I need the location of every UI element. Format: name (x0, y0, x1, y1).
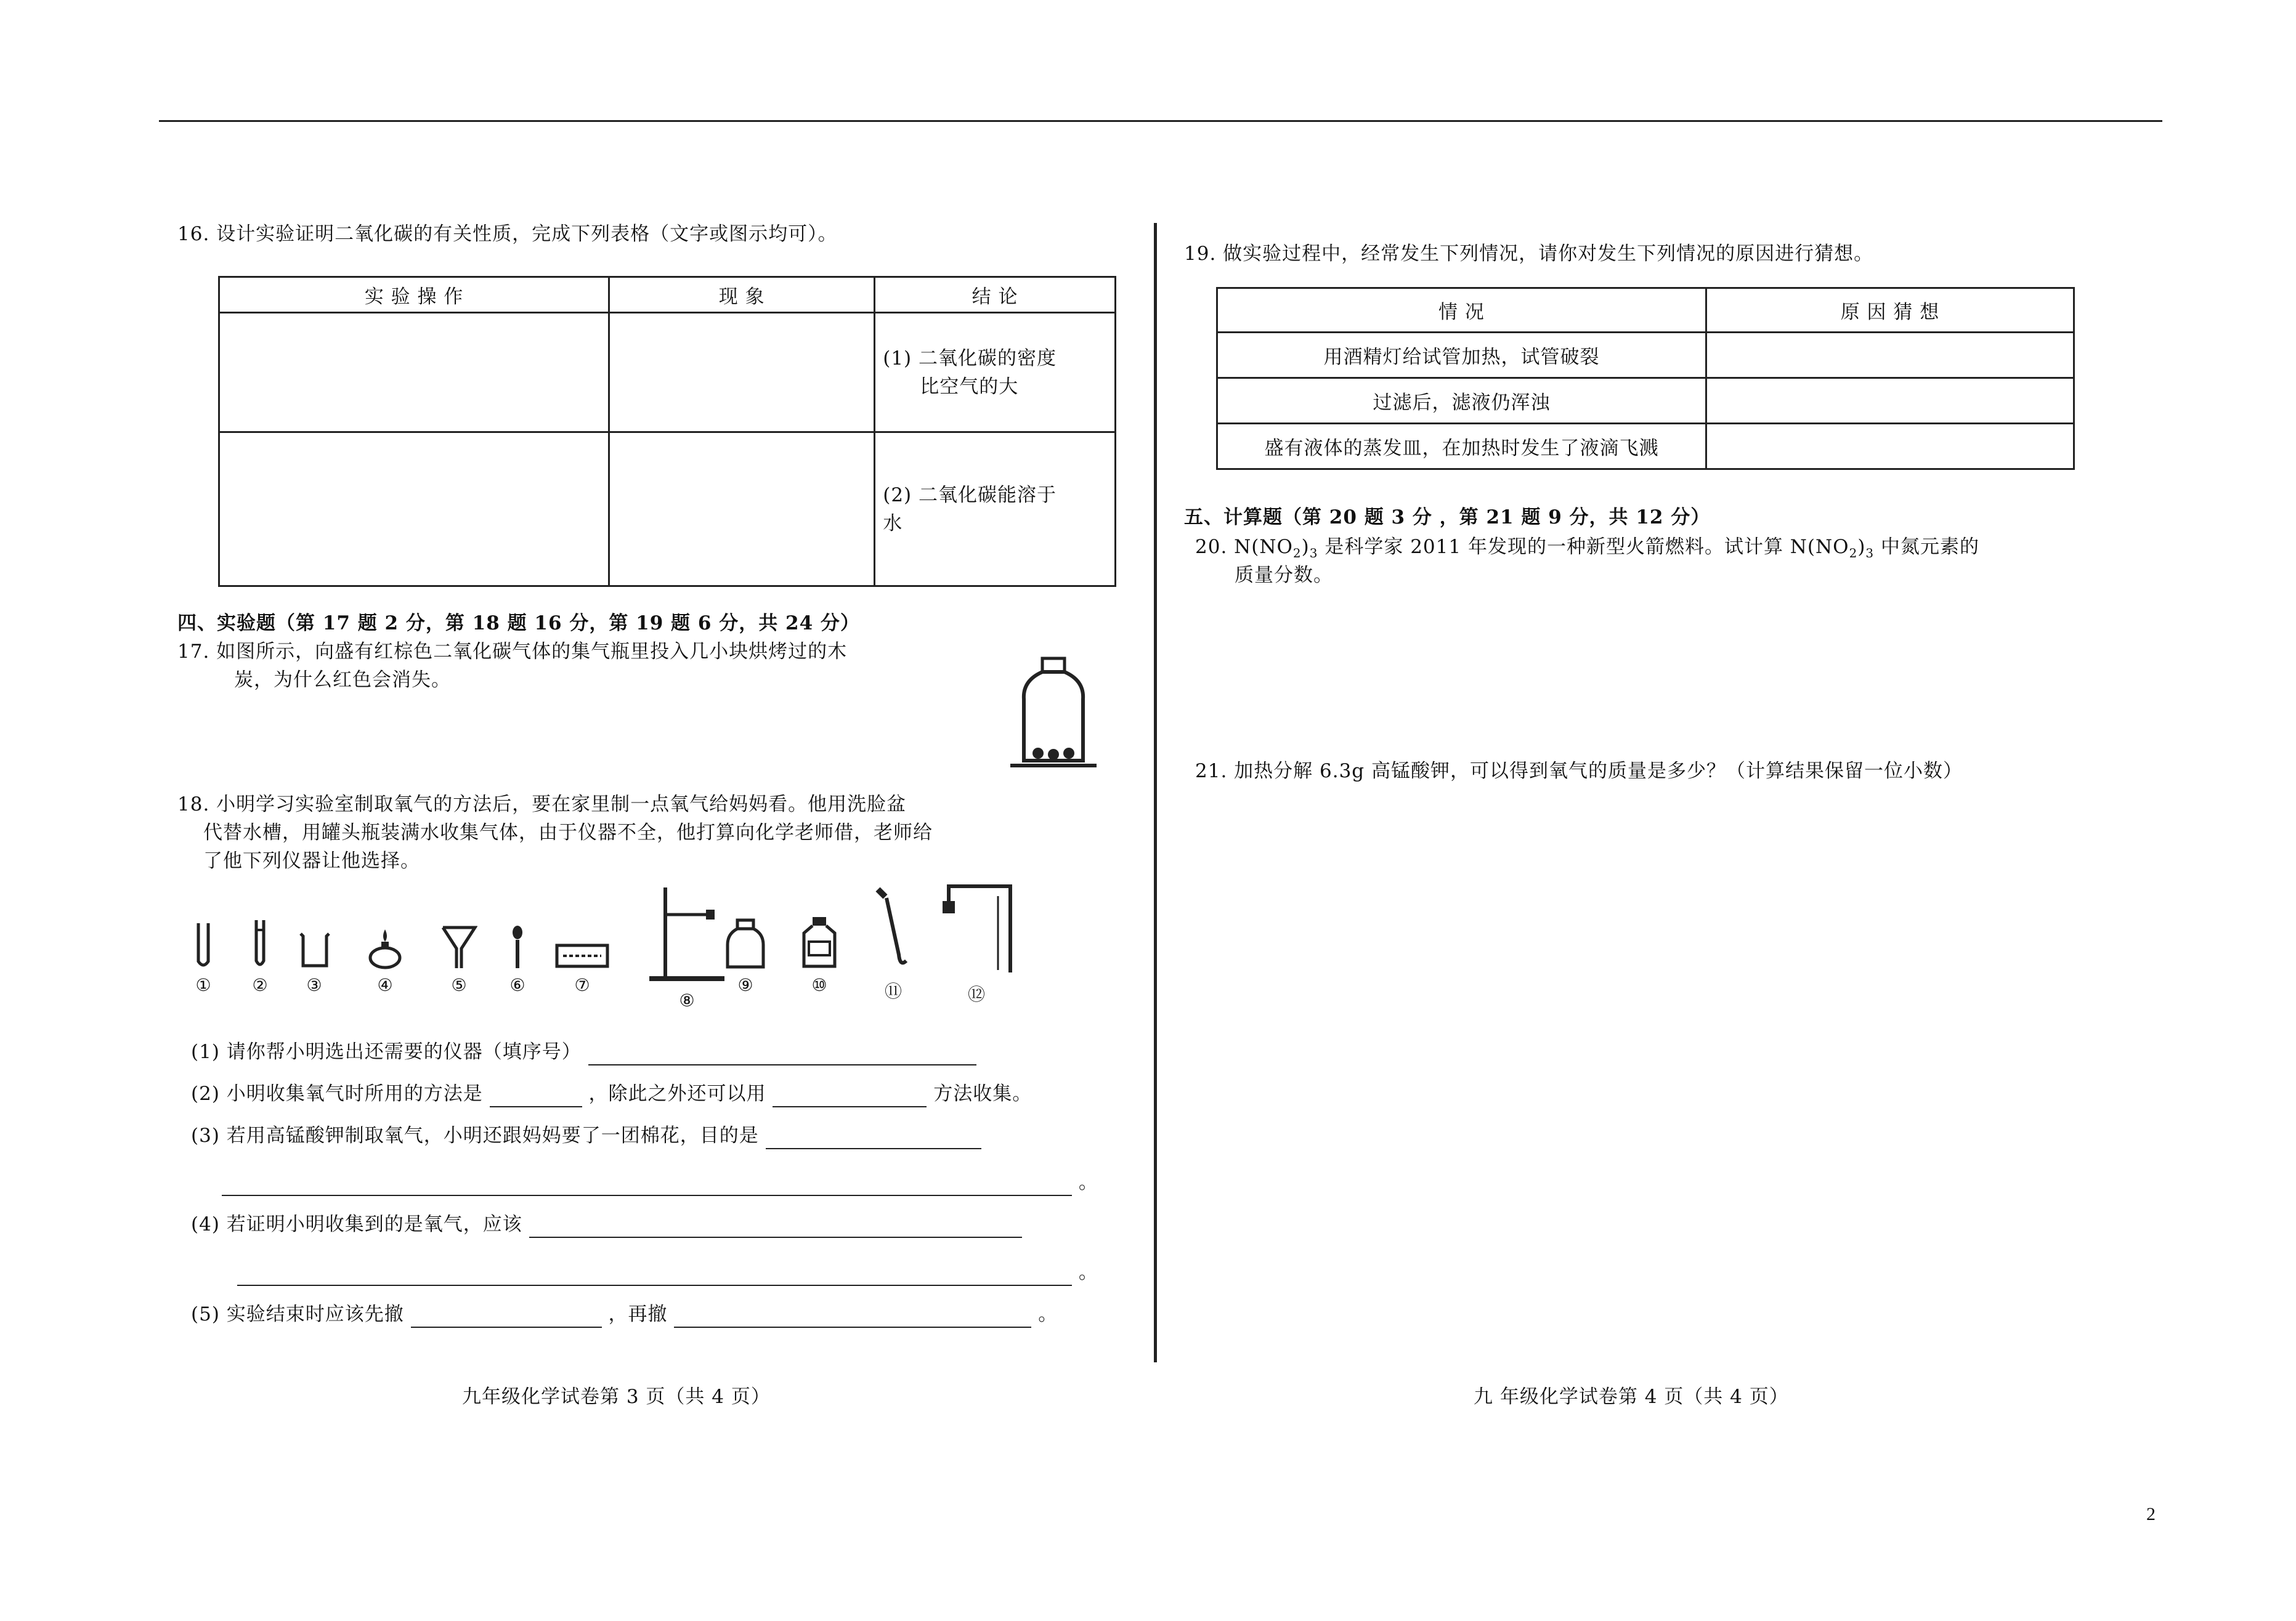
subscript: 2 (1292, 546, 1302, 561)
funnel-icon (440, 924, 477, 970)
q18-line-1: 18. 小明学习实验室制取氧气的方法后，要在家里制一点氧气给妈妈看。他用洗脸盆 (177, 793, 907, 815)
iron-stand-icon (647, 884, 727, 985)
answer-blank[interactable] (490, 1085, 582, 1107)
q16-prompt: 16. 设计实验证明二氧化碳的有关性质，完成下列表格（文字或图示均可）。 (177, 223, 838, 245)
conclusion-line: 水 (883, 512, 903, 535)
instrument-4 (363, 927, 407, 995)
q18-sub-5-text-a: (5) 实验结束时应该先撤 (191, 1303, 404, 1325)
top-rule (159, 120, 2162, 122)
test-tube-icon (191, 921, 216, 970)
instrument-number: ④ (377, 975, 393, 995)
q19-row (1217, 378, 2074, 424)
instrument-number: ③ (306, 975, 322, 995)
q16-row (219, 313, 1116, 432)
instrument-6 (499, 924, 536, 995)
q18-sub-2-text-b: ，除此之外还可以用 (588, 1083, 766, 1105)
q19-situation-cell: 过滤后，滤液仍浑浊 (1217, 378, 1706, 424)
instrument-11 (869, 881, 918, 1003)
q18-sub-5-text-b: ，再撤 (608, 1303, 668, 1325)
q19-cause-cell[interactable] (1706, 333, 2074, 378)
q18-sub-2 (191, 1080, 1032, 1107)
conclusion-line: 比空气的大 (920, 375, 1019, 398)
q21-prompt: 21. 加热分解 6.3g 高锰酸钾，可以得到氧气的质量是多少？（计算结果保留一位小数） (1195, 760, 1963, 782)
q17-line-2: 炭，为什么红色会消失。 (234, 669, 451, 691)
q18-line-2: 代替水槽，用罐头瓶装满水收集气体，由于仪器不全，他打算向化学老师借，老师给 (203, 822, 933, 844)
q20-text-b: 是科学家 2011 年发现的一种新型火箭燃料。试计算 N(NO (1318, 536, 1849, 558)
instrument-1 (185, 921, 222, 995)
instrument-number: ⑧ (679, 990, 695, 1011)
instrument-number: ② (252, 975, 268, 995)
instrument-number: ⑤ (451, 975, 467, 995)
answer-blank[interactable] (674, 1306, 1031, 1328)
conclusion-line: (1) 二氧化碳的密度 (883, 347, 1057, 370)
q18-sub-4-cont (237, 1259, 1098, 1286)
instrument-12 (930, 878, 1023, 1006)
footer-left: 九年级化学试卷第 3 页（共 4 页） (462, 1386, 771, 1408)
period: 。 (1078, 1171, 1098, 1194)
instrument-2 (241, 918, 278, 995)
subscript: 2 (1849, 546, 1858, 561)
beaker-icon (296, 930, 333, 970)
q18-sub-5 (191, 1301, 1058, 1328)
q16-conclusion-cell (875, 313, 1116, 432)
q18-sub-1-text: (1) 请你帮小明选出还需要的仪器（填序号） (191, 1041, 582, 1063)
instrument-8 (647, 884, 727, 1011)
q20-line-2: 质量分数。 (1235, 564, 1333, 586)
q19-cause-cell[interactable] (1706, 424, 2074, 469)
instrument-3 (293, 930, 336, 995)
instrument-number: ⑦ (574, 975, 590, 995)
instrument-number: ⑨ (737, 975, 753, 995)
q17-line-1: 17. 如图所示，向盛有红棕色二氧化碳气体的集气瓶里投入几小块烘烤过的木 (177, 641, 848, 663)
gas-jar-icon (1010, 656, 1097, 770)
answer-blank[interactable] (766, 1127, 981, 1149)
column-divider (1154, 223, 1157, 1362)
answer-blank[interactable] (773, 1085, 927, 1107)
instrument-number: ⑥ (509, 975, 525, 995)
q18-line-3: 了他下列仪器让他选择。 (203, 850, 420, 872)
period: 。 (1078, 1261, 1098, 1283)
instrument-number: ⑫ (967, 984, 985, 1005)
section-5-title: 五、计算题（第 20 题 3 分 ，第 21 题 9 分，共 12 分） (1184, 506, 1711, 528)
paren: ) (1301, 536, 1310, 558)
q18-sub-3 (191, 1122, 981, 1149)
q16-conclusion-cell (875, 432, 1116, 586)
answer-blank[interactable] (529, 1216, 1022, 1238)
q18-sub-3-text: (3) 若用高锰酸钾制取氧气，小明还跟妈妈要了一团棉花，目的是 (191, 1125, 759, 1147)
q19-situation-cell: 盛有液体的蒸发皿，在加热时发生了液滴飞溅 (1217, 424, 1706, 469)
delivery-tube-icon (930, 878, 1023, 976)
q16-operation-cell[interactable] (219, 432, 609, 586)
tray-icon (554, 939, 610, 970)
q16-row (219, 432, 1116, 586)
answer-blank[interactable] (237, 1264, 1072, 1286)
section-4-title: 四、实验题（第 17 题 2 分，第 18 题 16 分，第 19 题 6 分，共 24 分） (177, 612, 860, 634)
answer-blank[interactable] (588, 1043, 976, 1065)
q19-header-cause: 原 因 猜 想 (1706, 288, 2074, 333)
gas-jar-small-icon (724, 918, 767, 970)
instrument-number: ⑩ (811, 975, 827, 995)
q19-row (1217, 333, 2074, 378)
answer-blank[interactable] (411, 1306, 602, 1328)
footer-right: 九 年级化学试卷第 4 页（共 4 页） (1474, 1386, 1789, 1408)
paren: ) (1857, 536, 1866, 558)
long-test-tube-icon (248, 918, 272, 970)
instrument-number: ① (195, 975, 211, 995)
gas-jar-illustration (1010, 656, 1097, 770)
q19-cause-cell[interactable] (1706, 378, 2074, 424)
subscript: 3 (1865, 546, 1875, 561)
q16-header-conclusion: 结 论 (875, 277, 1116, 313)
q18-sub-1 (191, 1038, 976, 1065)
bent-glass-tube-icon (872, 881, 915, 973)
q18-sub-2-text-c: 方法收集。 (933, 1083, 1032, 1105)
q18-sub-2-text-a: (2) 小明收集氧气时所用的方法是 (191, 1083, 483, 1105)
instrument-7 (551, 939, 613, 995)
q16-table (218, 276, 1116, 587)
q20-text-a: 20. N(NO (1195, 536, 1293, 558)
q16-operation-cell[interactable] (219, 313, 609, 432)
q16-phenomenon-cell[interactable] (609, 432, 875, 586)
q16-header-operation: 实 验 操 作 (219, 277, 609, 313)
q16-header-phenomenon: 现 象 (609, 277, 875, 313)
q19-row (1217, 424, 2074, 469)
period: 。 (1038, 1303, 1058, 1325)
q19-prompt: 19. 做实验过程中，经常发生下列情况，请你对发生下列情况的原因进行猜想。 (1184, 243, 1874, 265)
q19-table (1216, 287, 2075, 470)
instrument-5 (437, 924, 481, 995)
q18-sub-4 (191, 1211, 1022, 1238)
instrument-number: ⑪ (884, 981, 902, 1001)
conclusion-line: (2) 二氧化碳能溶于 (883, 483, 1057, 506)
reagent-bottle-icon (798, 915, 841, 970)
instrument-10 (795, 915, 844, 995)
q20-text-c: 中氮元素的 (1874, 536, 1980, 558)
answer-blank[interactable] (222, 1174, 1072, 1196)
page-number: 2 (2146, 1504, 2156, 1524)
instrument-9 (721, 918, 770, 995)
alcohol-lamp-icon (367, 927, 404, 970)
q19-situation-cell: 用酒精灯给试管加热，试管破裂 (1217, 333, 1706, 378)
q18-sub-3-cont (222, 1169, 1098, 1196)
q19-header-situation: 情 况 (1217, 288, 1706, 333)
dropper-icon (505, 924, 530, 970)
q16-phenomenon-cell[interactable] (609, 313, 875, 432)
q18-sub-4-text: (4) 若证明小明收集到的是氧气，应该 (191, 1213, 522, 1235)
subscript: 3 (1309, 546, 1318, 561)
